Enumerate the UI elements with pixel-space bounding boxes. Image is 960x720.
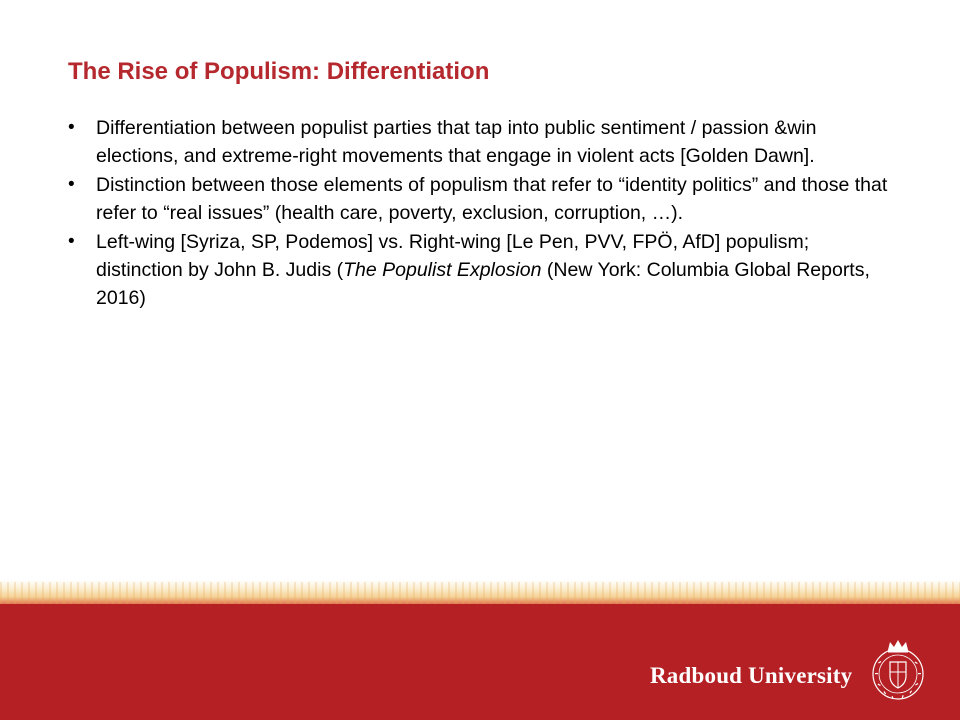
slide-title: The Rise of Populism: Differentiation [68, 58, 490, 85]
bullet-text-start: Left-wing [Syriza, SP, Podemos] vs. Right-wing [Le Pen, PVV, FPÖ, AfD] populism; distinction by John B. Judis ( [96, 231, 810, 281]
bullet-text-end: (New York: Columbia Global Reports, 2016) [96, 259, 870, 309]
bullet-item [68, 171, 898, 227]
bullet-text: Distinction between those elements of populism that refer to “identity politics” and those that refer to “real issues” (health care, poverty, exclusion, corruption, …). [96, 174, 888, 224]
bullet-text [96, 231, 870, 309]
bullet-item [68, 114, 898, 170]
book-title: The Populist Explosion [343, 259, 542, 281]
bullet-marker: • [68, 231, 75, 252]
bullet-marker: • [68, 174, 75, 195]
bullet-item [68, 228, 898, 312]
bullet-marker: • [68, 117, 75, 138]
radboud-crest-icon [868, 636, 928, 704]
university-name: Radboud University [650, 663, 853, 688]
footer-band [0, 604, 960, 720]
footer-texture [0, 582, 960, 604]
bullet-list [68, 114, 898, 313]
bullet-text: Differentiation between populist parties that tap into public sentiment / passion &win elections, and extreme-right movements that engage in violent acts [Golden Dawn]. [96, 117, 817, 167]
